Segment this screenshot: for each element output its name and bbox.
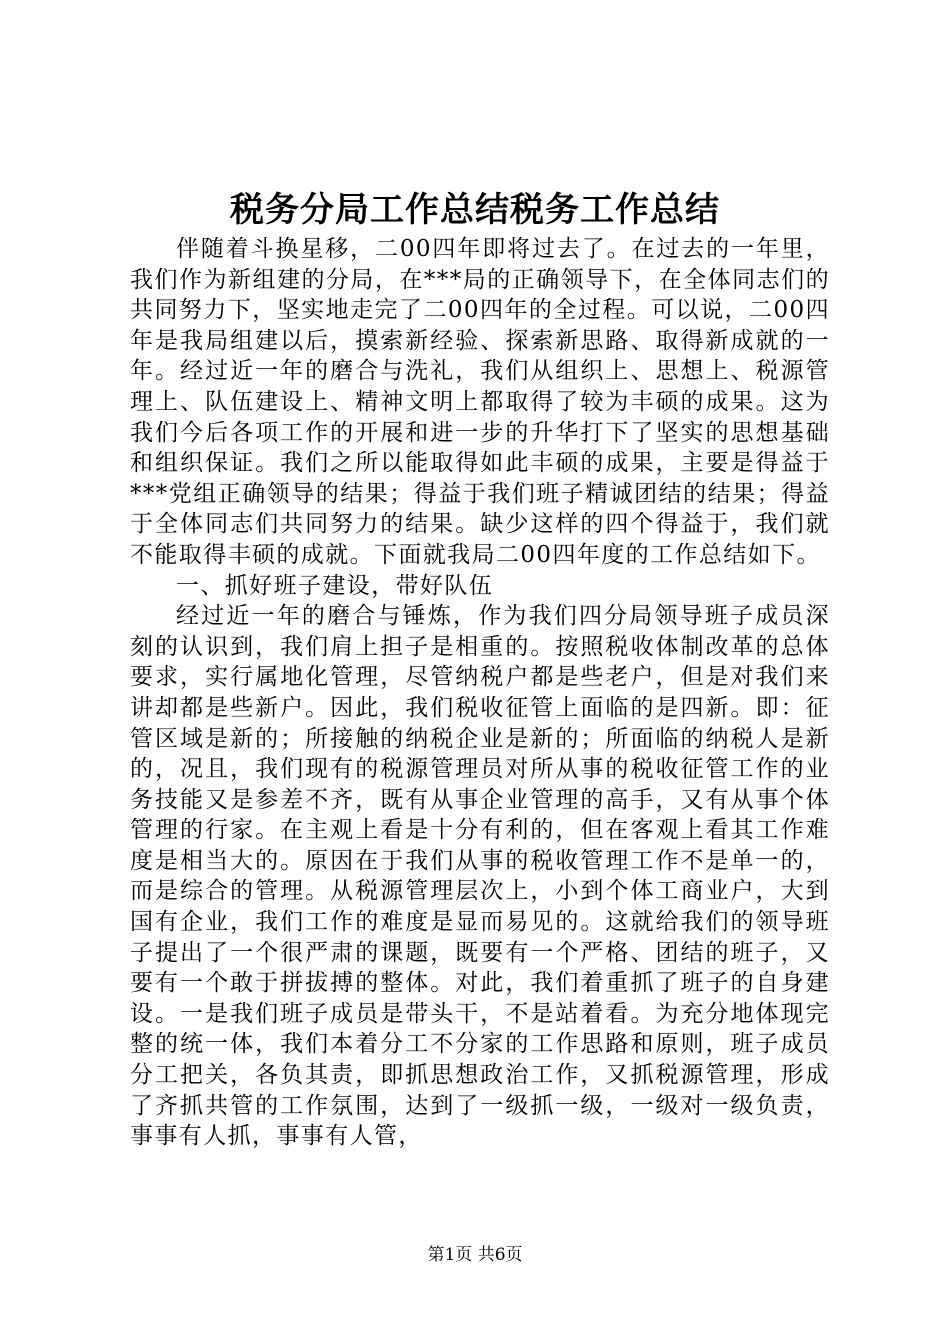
section-heading-1: 一、抓好班子建设，带好队伍 bbox=[176, 572, 494, 599]
paragraph-intro: 伴随着斗换星移，二00四年即将过去了。在过去的一年里，我们作为新组建的分局，在***局的正确领导下，在全体同志们的共同努力下，坚实地走完了二00四年的全过程。可以说，二00四年是我局组建以后，摸索新经验、探索新思路、取得新成就的一年。经过近一年的磨合与洗礼，我们从组织上、思想上、税源管理上、队伍建设上、精神文明上都取得了较为丰硕的成果。这为我们今后各项工作的开展和进一步的升华打下了坚实的思想基础和组织保证。我们之所以能取得如此丰硕的成果，主要是得益于***党组正确领导的结果；得益于我们班子精诚团结的结果；得益于全体同志们共同努力的结果。缺少这样的四个得益于，我们就不能取得丰硕的成就。下面就我局二00四年度的工作总结如下。 bbox=[130, 236, 830, 568]
paragraph-section-1: 经过近一年的磨合与锤炼，作为我们四分局领导班子成员深刻的认识到，我们肩上担子是相重的。按照税收体制改革的总体要求，实行属地化管理，尽管纳税户都是些老户，但是对我们来讲却都是些新户。因此，我们税收征管上面临的是四新。即：征管区域是新的；所接触的纳税企业是新的；所面临的纳税人是新的，况且，我们现有的税源管理员对所从事的税收征管工作的业务技能又是参差不齐，既有从事企业管理的高手，又有从事个体管理的行家。在主观上看是十分有利的，但在客观上看其工作难度是相当大的。原因在于我们从事的税收管理工作不是单一的，而是综合的管理。从税源管理层次上，小到个体工商业户，大到国有企业，我们工作的难度是显而易见的。这就给我们的领导班子提出了一个很严肃的课题，既要有一个严格、团结的班子，又要有一个敢于拼拔搏的整体。对此，我们着重抓了班子的自身建设。一是我们班子成员是带头干，不是站着看。为充分地体现完整的统一体，我们本着分工不分家的工作思路和原则，班子成员分工把关，各负其责，即抓思想政治工作，又抓税源管理，形成了齐抓共管的工作氛围，达到了一级抓一级，一级对一级负责，事事有人抓，事事有人管， bbox=[130, 603, 830, 1150]
document-title: 税务分局工作总结税务工作总结 bbox=[230, 190, 720, 230]
page-footer: 第1页 共6页 bbox=[427, 1245, 523, 1265]
document-body bbox=[130, 234, 830, 1152]
